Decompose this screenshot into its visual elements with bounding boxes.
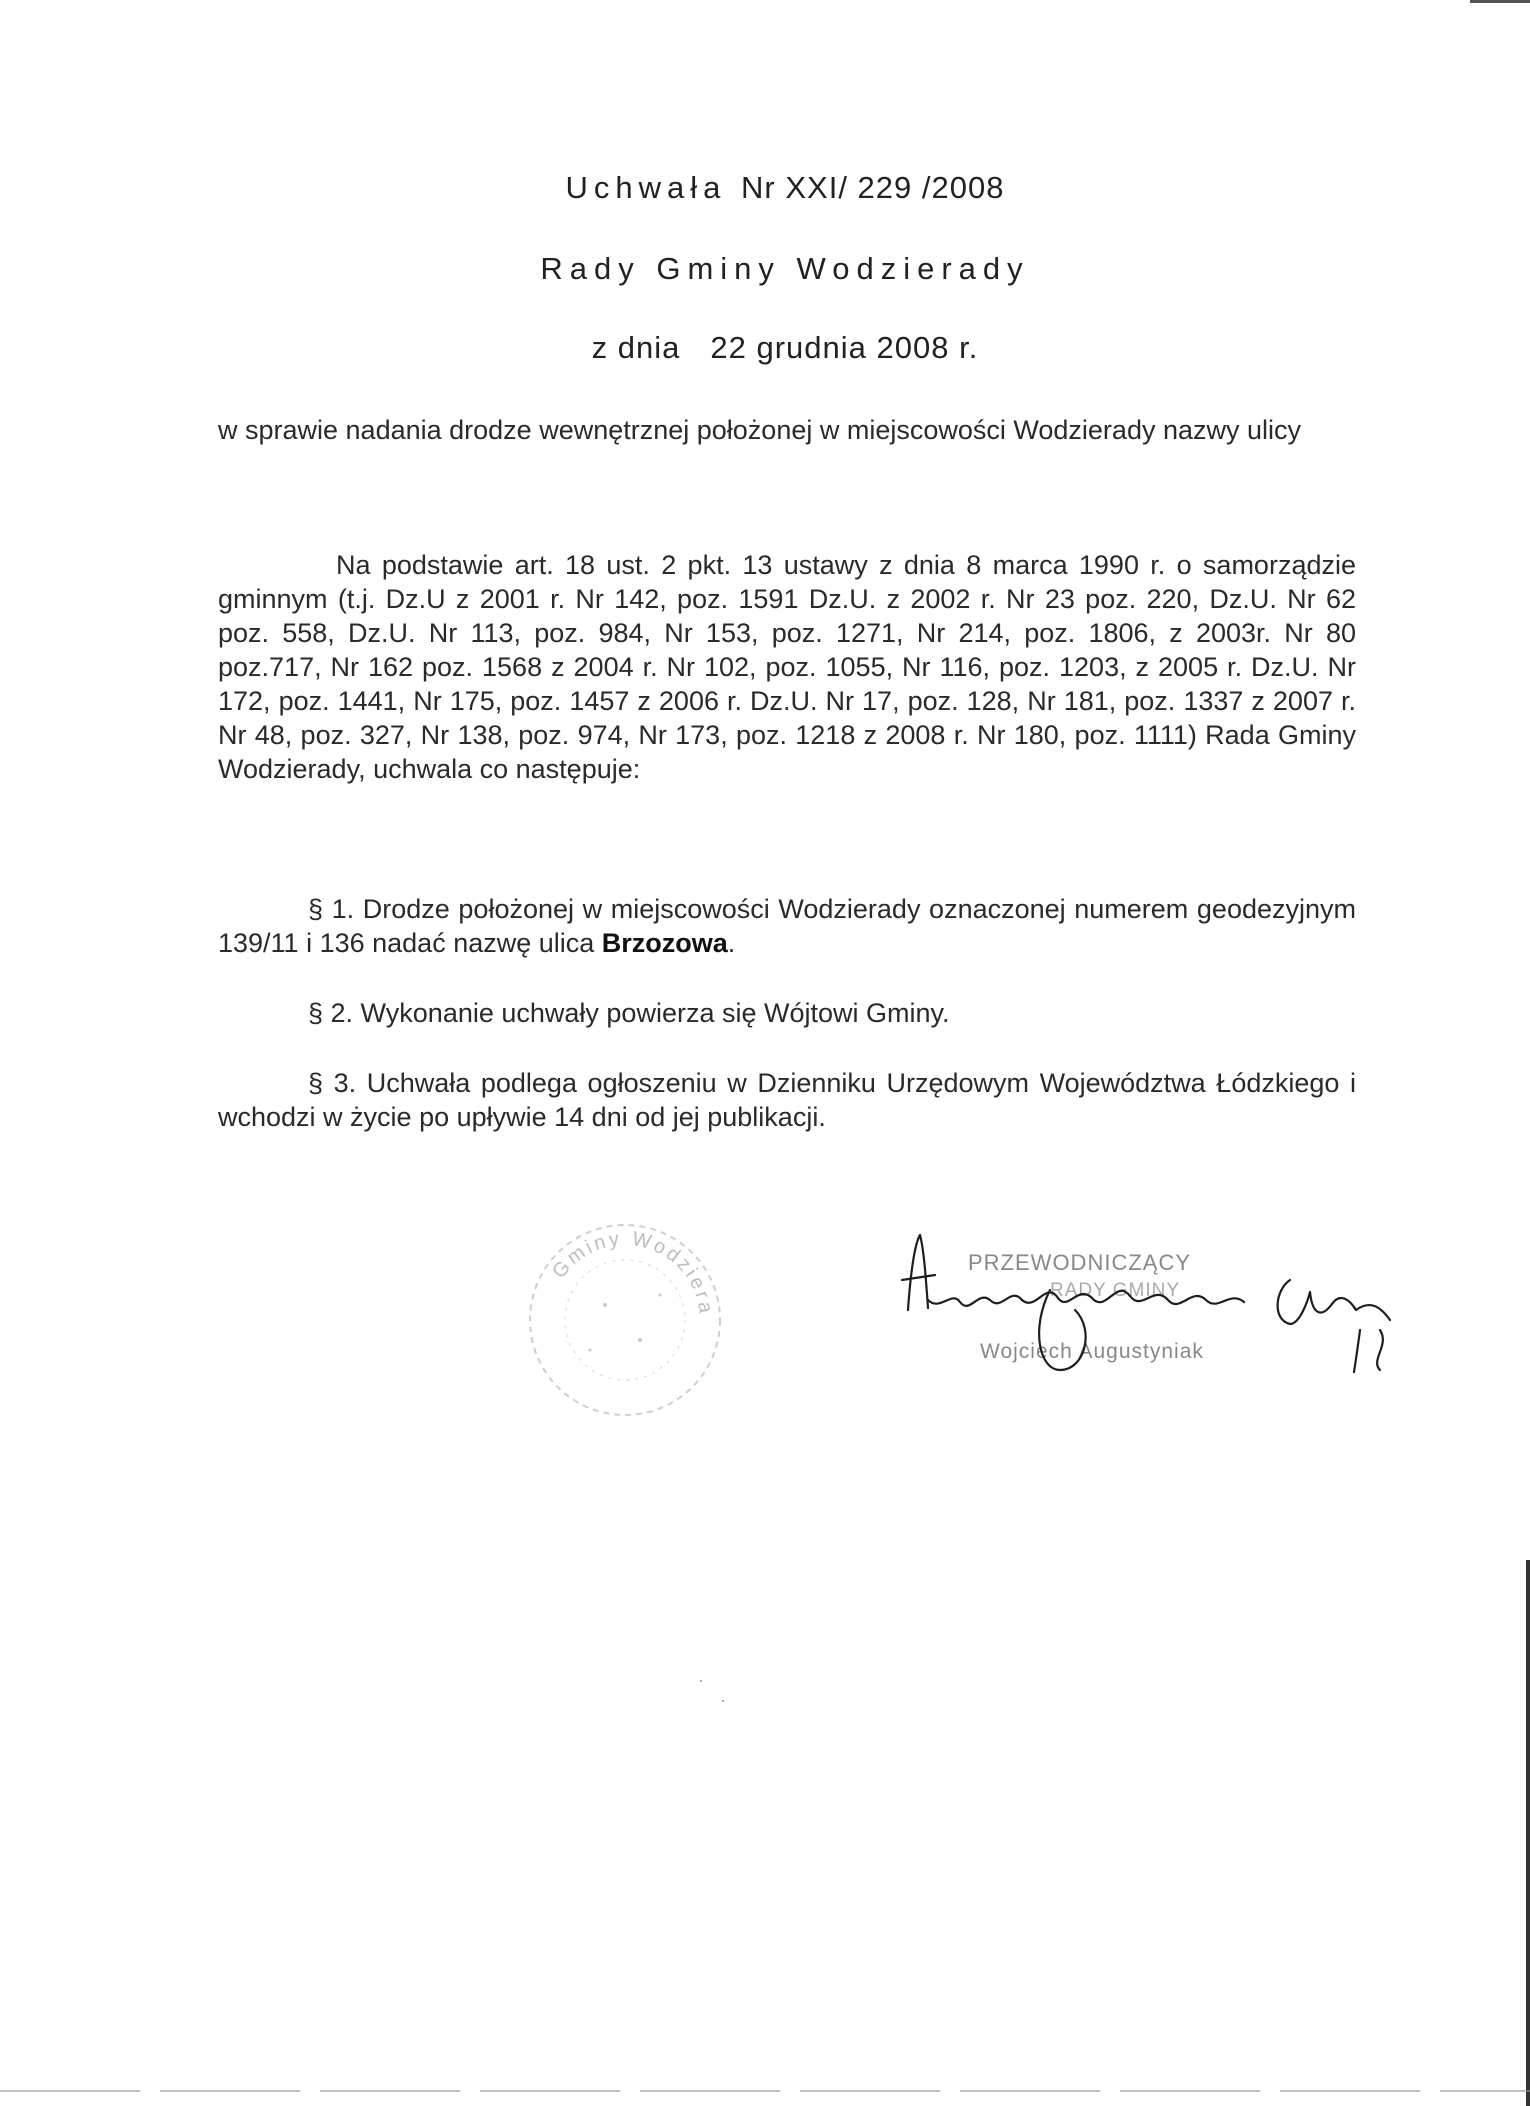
council-name: Rady Gminy Wodzierady (540, 251, 1030, 286)
scan-speck (700, 1680, 702, 1682)
official-stamp (520, 1210, 730, 1430)
scan-speck (722, 1700, 724, 1702)
scan-edge-top (1470, 0, 1530, 3)
resolution-title-prefix: Uchwała (565, 170, 727, 205)
signature-block (880, 1220, 1440, 1400)
paragraph-3: § 3. Uchwała podlega ogłoszeniu w Dzienniku Urzędowym Województwa Łódzkiego i wchodzi w życie po upływie 14 dni od jej publikacji. (218, 1068, 1356, 1132)
resolution-title (0, 170, 1530, 206)
scan-edge-right (1526, 1560, 1530, 2106)
resolution-date-value: 22 grudnia 2008 r. (710, 330, 979, 365)
legal-basis: Na podstawie art. 18 ust. 2 pkt. 13 ustawy z dnia 8 marca 1990 r. o samorządzie gminnym (t.j. Dz.U z 2001 r. Nr 142, poz. 1591 Dz.U. z 2002 r. Nr 23 poz. 220, Dz.U. Nr 62 poz. 558, Dz.U. Nr 113, poz. 984, Nr 153, poz. 1271, Nr 214, poz. 1806, z 2003r. Nr 80 poz.717, Nr 162 poz. 1568 z 2004 r. Nr 102, poz. 1055, Nr 116, poz. 1203, z 2005 r. Dz.U. Nr 172, poz. 1441, Nr 175, poz. 1457 z 2006 r. Dz.U. Nr 17, poz. 128, Nr 181, poz. 1337 z 2007 r. Nr 48, poz. 327, Nr 138, poz. 974, Nr 173, poz. 1218 z 2008 r. Nr 180, poz. 1111) Rada Gminy Wodzierady, uchwala co następuje: (218, 550, 1356, 784)
signatory-name: Wojciech Augustyniak (980, 1340, 1204, 1363)
signatory-role: PRZEWODNICZĄCY (968, 1250, 1191, 1275)
resolution-number: Nr XXI/ 229 /2008 (741, 170, 1005, 205)
resolution-date (0, 330, 1530, 366)
stamp-text: Gminy Wodziera (548, 1227, 718, 1318)
resolution-date-prefix: z dnia (591, 330, 681, 365)
paragraph-1 (218, 892, 1356, 960)
paragraph-1-text: § 1. Drodze położonej w miejscowości Wodzierady oznaczonej numerem geodezyjnym 139/11 i 136 nadać nazwę ulica (218, 894, 1356, 958)
handwritten-signature-icon (880, 1220, 1440, 1400)
resolution-subject: w sprawie nadania drodze wewnętrznej położonej w miejscowości Wodzierady nazwy ulicy (218, 415, 1302, 445)
paragraph-2: § 2. Wykonanie uchwały powierza się Wójtowi Gminy. (308, 998, 950, 1028)
paragraph-1-end: . (727, 928, 736, 958)
stamp-seal-icon (520, 1210, 730, 1430)
street-name: Brzozowa (601, 928, 728, 958)
scan-edge-bottom (0, 2090, 1530, 2092)
signatory-council: RADY GMINY (1050, 1280, 1181, 1301)
